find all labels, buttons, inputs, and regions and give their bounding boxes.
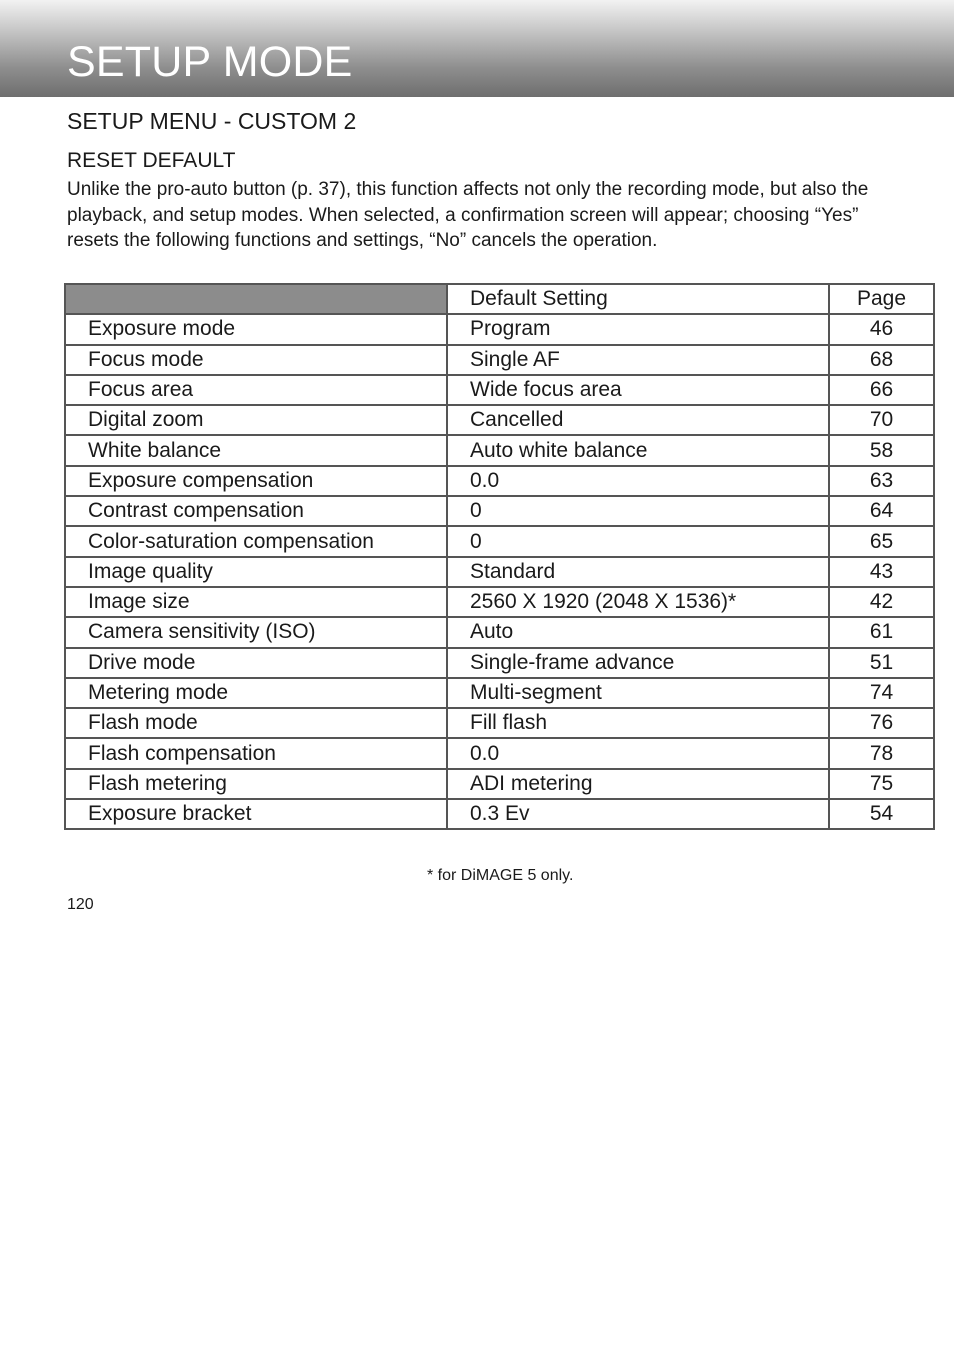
table-row xyxy=(65,587,934,617)
header-page: Page xyxy=(829,284,934,314)
cell-default-setting: 0.0 xyxy=(447,466,829,496)
cell-default-setting: Fill flash xyxy=(447,708,829,738)
cell-page: 58 xyxy=(829,435,934,465)
cell-function: Focus mode xyxy=(65,345,447,375)
cell-function: Color-saturation compensation xyxy=(65,526,447,556)
header-function xyxy=(65,284,447,314)
cell-function: Exposure mode xyxy=(65,314,447,344)
cell-page: 64 xyxy=(829,496,934,526)
cell-default-setting: ADI metering xyxy=(447,769,829,799)
table-row xyxy=(65,708,934,738)
cell-function: Flash compensation xyxy=(65,738,447,768)
cell-function: White balance xyxy=(65,435,447,465)
cell-page: 43 xyxy=(829,557,934,587)
table-row xyxy=(65,648,934,678)
cell-page: 46 xyxy=(829,314,934,344)
cell-page: 74 xyxy=(829,678,934,708)
cell-default-setting: Wide focus area xyxy=(447,375,829,405)
cell-default-setting: Program xyxy=(447,314,829,344)
cell-default-setting: 0.0 xyxy=(447,738,829,768)
section-title: SETUP MENU - CUSTOM 2 xyxy=(67,108,357,134)
cell-function: Image size xyxy=(65,587,447,617)
table-row xyxy=(65,345,934,375)
cell-default-setting: Auto xyxy=(447,617,829,647)
table-row xyxy=(65,678,934,708)
cell-function: Flash mode xyxy=(65,708,447,738)
subsection-title: RESET DEFAULT xyxy=(67,149,236,172)
table-row xyxy=(65,405,934,435)
cell-default-setting: Auto white balance xyxy=(447,435,829,465)
cell-default-setting: Single-frame advance xyxy=(447,648,829,678)
table-row xyxy=(65,466,934,496)
table-header xyxy=(65,284,934,314)
table-row xyxy=(65,617,934,647)
cell-page: 65 xyxy=(829,526,934,556)
cell-page: 78 xyxy=(829,738,934,768)
cell-function: Image quality xyxy=(65,557,447,587)
cell-default-setting: 2560 X 1920 (2048 X 1536)* xyxy=(447,587,829,617)
cell-default-setting: Single AF xyxy=(447,345,829,375)
table-row xyxy=(65,557,934,587)
table-row xyxy=(65,738,934,768)
table-row xyxy=(65,314,934,344)
cell-page: 66 xyxy=(829,375,934,405)
table-row xyxy=(65,496,934,526)
table-row xyxy=(65,526,934,556)
cell-default-setting: 0 xyxy=(447,526,829,556)
page-title: SETUP MODE xyxy=(67,38,353,86)
cell-page: 42 xyxy=(829,587,934,617)
cell-page: 70 xyxy=(829,405,934,435)
cell-default-setting: 0.3 Ev xyxy=(447,799,829,829)
table-row xyxy=(65,435,934,465)
cell-page: 61 xyxy=(829,617,934,647)
cell-function: Drive mode xyxy=(65,648,447,678)
cell-page: 76 xyxy=(829,708,934,738)
table-body xyxy=(65,314,934,829)
cell-function: Metering mode xyxy=(65,678,447,708)
cell-page: 51 xyxy=(829,648,934,678)
footnote: * for DiMAGE 5 only. xyxy=(427,867,574,884)
header-default-setting: Default Setting xyxy=(447,284,829,314)
reset-default-table xyxy=(64,283,935,830)
cell-default-setting: Multi-segment xyxy=(447,678,829,708)
cell-function: Flash metering xyxy=(65,769,447,799)
cell-page: 68 xyxy=(829,345,934,375)
cell-function: Focus area xyxy=(65,375,447,405)
table-row xyxy=(65,375,934,405)
cell-page: 54 xyxy=(829,799,934,829)
cell-default-setting: 0 xyxy=(447,496,829,526)
cell-page: 75 xyxy=(829,769,934,799)
cell-function: Exposure bracket xyxy=(65,799,447,829)
cell-function: Digital zoom xyxy=(65,405,447,435)
cell-function: Camera sensitivity (ISO) xyxy=(65,617,447,647)
table-row xyxy=(65,769,934,799)
cell-default-setting: Cancelled xyxy=(447,405,829,435)
table-row xyxy=(65,799,934,829)
table-header-row xyxy=(65,284,934,314)
page-number: 120 xyxy=(67,896,94,913)
cell-default-setting: Standard xyxy=(447,557,829,587)
description-paragraph: Unlike the pro-auto button (p. 37), this function affects not only the recording mode, but also the playback, and setup modes. When selected, a confirmation screen will appear; choosing “Yes” resets the following functions and settings, “No” cancels the operation. xyxy=(67,179,869,251)
cell-page: 63 xyxy=(829,466,934,496)
cell-function: Exposure compensation xyxy=(65,466,447,496)
cell-function: Contrast compensation xyxy=(65,496,447,526)
